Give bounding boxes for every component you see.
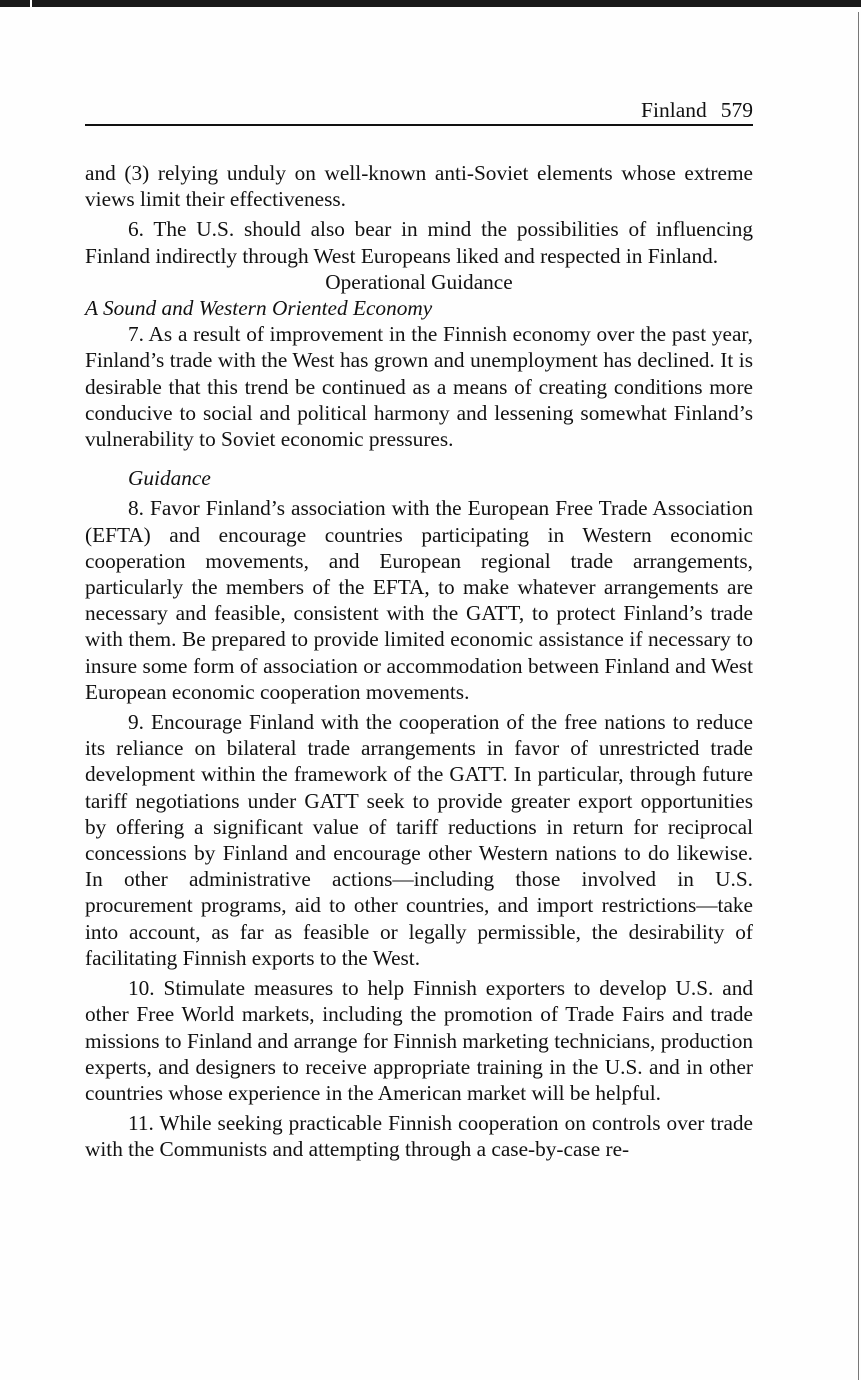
subheading-economy: A Sound and Western Oriented Economy	[85, 296, 433, 321]
running-title: Finland	[641, 98, 707, 122]
subheading-guidance: Guidance	[128, 466, 211, 491]
page-number: 579	[720, 98, 753, 122]
scan-border-notch	[30, 0, 32, 7]
paragraph-continued: and (3) relying unduly on well-known anti-Soviet elements whose extreme views limit their effectiveness.	[85, 161, 753, 212]
paragraph-9: 9. Encourage Finland with the cooperation of the free nations to reduce its reliance on bilateral trade arrangements in favor of unrestricted trade development within the framework of the GATT. In particular, through future tariff negotiations under GATT seek to provide greater export opportunities by offering a significant value of tariff reductions in return for reciprocal concessions by Finland and encourage other Western nations to do likewise. In other administrative actions—including those involved in U.S. procurement programs, aid to other countries, and import restrictions—take into account, as far as feasible or legally permissible, the desirability of facilitating Finnish exports to the West.	[85, 710, 753, 970]
scan-border-right	[858, 12, 859, 1380]
running-header	[85, 96, 753, 124]
paragraph-7: 7. As a result of improvement in the Finnish economy over the past year, Finland’s trade with the West has grown and unemployment has declined. It is desirable that this trend be continued as a means of creating conditions more conducive to social and political harmony and lessening somewhat Finland’s vulnerability to Soviet economic pressures.	[85, 322, 753, 452]
paragraph-10: 10. Stimulate measures to help Finnish exporters to develop U.S. and other Free World markets, including the promotion of Trade Fairs and trade missions to Finland and arrange for Finnish marketing technicians, production experts, and designers to receive appropriate training in the U.S. and in other countries whose experience in the American market will be helpful.	[85, 976, 753, 1105]
header-rule	[85, 124, 753, 126]
paragraph-6: 6. The U.S. should also bear in mind the possibilities of influencing Finland indirectly through West Europeans liked and respected in Finland.	[85, 217, 753, 268]
page-body	[85, 160, 753, 1163]
scan-border-top	[0, 0, 861, 7]
paragraph-8: 8. Favor Finland’s association with the European Free Trade Association (EFTA) and encourage countries participating in Western economic cooperation movements, and European regional trade arrangements, particularly the members of the EFTA, to make whatever arrangements are necessary and feasible, consistent with the GATT, to protect Finland’s trade with them. Be prepared to provide limited economic assistance if necessary to insure some form of association or accommodation between Finland and West European economic cooperation movements.	[85, 496, 753, 704]
paragraph-11: 11. While seeking practicable Finnish cooperation on controls over trade with the Communists and attempting through a case-by-case re-	[85, 1111, 753, 1162]
section-heading: Operational Guidance	[325, 269, 513, 294]
